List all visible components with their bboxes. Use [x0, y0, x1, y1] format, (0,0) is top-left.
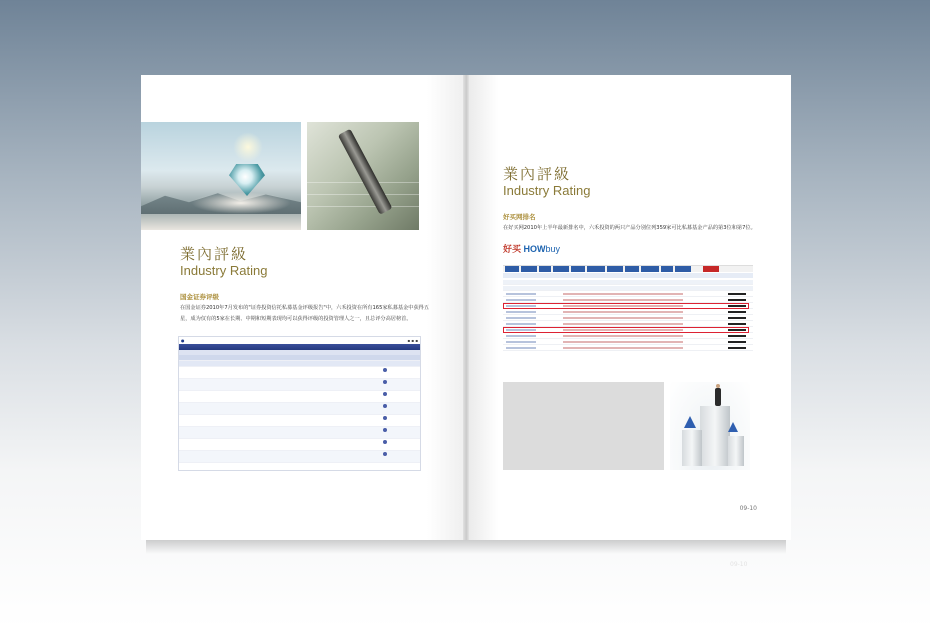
nav-tab-highlight — [703, 266, 719, 272]
body-line: 在国金证券2010年7月发布的"证券投资信托私募基金评级报告"中，六禾投资在所有165家私募基金中获得五 — [180, 305, 430, 311]
nav-tab — [587, 266, 605, 272]
rating-dot-icon — [383, 440, 387, 444]
rating-dot-icon — [383, 428, 387, 432]
rating-dot-icon — [383, 380, 387, 384]
nav-tab — [625, 266, 639, 272]
page-title-cn: 業內評級 — [503, 165, 572, 183]
reflection-page-number: 09-10 — [730, 561, 748, 568]
body-text — [180, 303, 430, 325]
table-row — [503, 316, 753, 321]
table-row — [503, 340, 753, 345]
table-row — [179, 403, 420, 415]
table-row — [179, 415, 420, 427]
section-subheading: 国金证券评级 — [180, 293, 219, 301]
table-row — [179, 367, 420, 379]
pillar — [682, 430, 702, 466]
fountain-pen-photo — [307, 122, 419, 230]
howbuy-logo — [503, 242, 560, 255]
table-header — [503, 286, 753, 291]
howbuy-sub-nav — [503, 273, 753, 278]
nav-tab — [675, 266, 691, 272]
table-row — [179, 391, 420, 403]
cloud — [191, 192, 291, 214]
brochure-shadow — [146, 540, 786, 554]
table-row — [503, 346, 753, 351]
page-number: 09-10 — [739, 505, 757, 512]
screenshot-header — [179, 337, 420, 344]
table-row — [179, 379, 420, 391]
brochure-spread — [141, 75, 791, 540]
table-row — [179, 439, 420, 451]
nav-tab — [661, 266, 673, 272]
nav-tab — [571, 266, 585, 272]
rating-dot-icon — [383, 368, 387, 372]
rating-dot-icon — [383, 452, 387, 456]
rating-report-screenshot — [178, 336, 421, 471]
page-title-en: Industry Rating — [503, 183, 591, 198]
person-icon — [715, 388, 721, 406]
arrow-up-icon — [728, 422, 738, 432]
businessman-on-pillar-photo — [670, 382, 750, 470]
howbuy-logo-cn: 好买 — [503, 244, 522, 254]
page-title-en: Industry Rating — [180, 263, 268, 278]
table-header — [503, 280, 753, 285]
screenshot-header-links: ▪ ▪ ▪ — [407, 338, 418, 343]
table-row — [503, 310, 753, 315]
howbuy-logo-buy: buy — [545, 244, 561, 254]
howbuy-logo-how: HOW — [523, 244, 546, 254]
nav-tab — [505, 266, 519, 272]
highlighted-row — [503, 327, 749, 333]
page-title-cn: 業內評級 — [180, 245, 249, 263]
light-glow — [233, 132, 263, 162]
body-text: 在好买网2010年上半年最新排名中，六禾投资的两只产品分别位列359家可比私募基金产品的第3位和第7位。 — [503, 225, 756, 231]
screenshot-logo: ● — [181, 338, 185, 343]
body-line: 星，成为仅有的5家在长期、中期和短期表现均可以获得评级的投资管理人之一，且总评分高居榜首。 — [180, 316, 412, 322]
rating-dot-icon — [383, 392, 387, 396]
arrow-up-icon — [684, 416, 696, 428]
nav-tab — [539, 266, 551, 272]
table-row — [503, 292, 753, 297]
highlighted-row — [503, 303, 749, 309]
right-page — [466, 75, 791, 540]
pillar — [728, 436, 744, 466]
book-gutter — [463, 75, 469, 540]
nav-tab — [521, 266, 537, 272]
pillar — [700, 406, 730, 466]
diamond-mountain-photo — [141, 122, 301, 230]
nav-tab — [641, 266, 659, 272]
nav-tab — [607, 266, 623, 272]
nav-tab — [553, 266, 569, 272]
pen-icon — [338, 129, 393, 215]
rating-dot-icon — [383, 404, 387, 408]
paper-line — [307, 194, 419, 195]
table-row — [503, 334, 753, 339]
table-row — [179, 451, 420, 463]
image-placeholder — [503, 382, 664, 470]
rating-dot-icon — [383, 416, 387, 420]
left-page — [141, 75, 466, 540]
section-subheading: 好买网排名 — [503, 213, 536, 221]
paper-line — [307, 206, 419, 207]
table-row — [179, 427, 420, 439]
howbuy-ranking-screenshot — [503, 242, 753, 357]
